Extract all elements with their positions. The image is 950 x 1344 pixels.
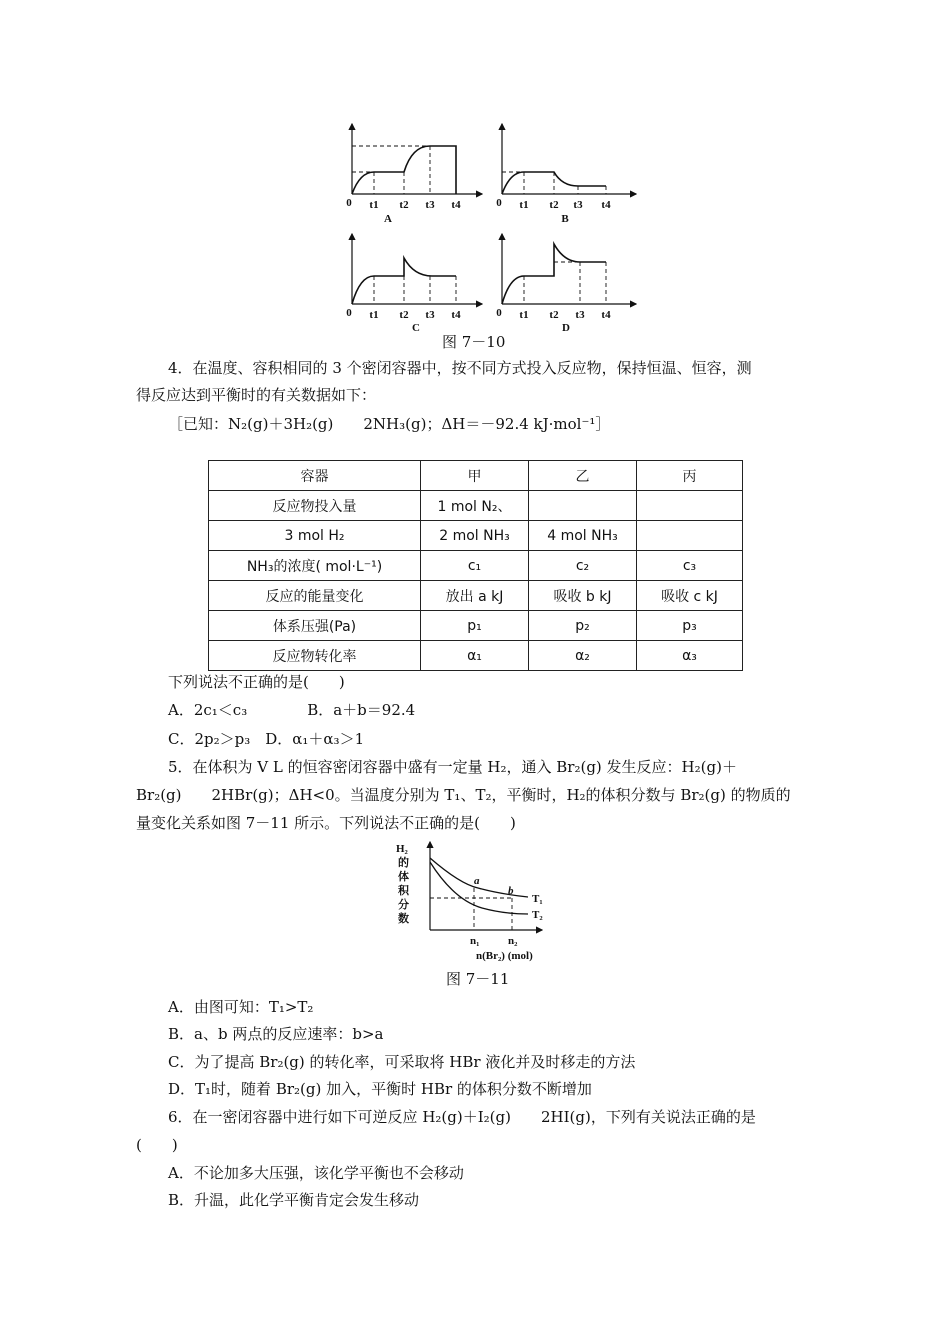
tick-c-t2: t2 (399, 309, 409, 321)
table-cell: 反应物转化率 (209, 641, 421, 671)
table-cell: 体系压强(Pa) (209, 611, 421, 641)
q4-stem: 下列说法不正确的是( ) (168, 673, 345, 691)
table-cell (637, 491, 743, 521)
table-cell: 3 mol H₂ (209, 521, 421, 551)
xtick-n2: n₂ (508, 935, 518, 947)
q5-option-c: C．为了提高 Br₂(g) 的转化率，可采取将 HBr 液化并及时移走的方法 (168, 1053, 636, 1071)
fig711-ylabel-3: 体 (398, 871, 409, 883)
figure-7-10 (340, 118, 650, 340)
panel-a (352, 124, 482, 194)
table-header: 乙 (529, 461, 637, 491)
origin-c: 0 (346, 307, 352, 319)
table-row (209, 611, 743, 641)
table-cell (529, 491, 637, 521)
table-cell: 4 mol NH₃ (529, 521, 637, 551)
table-cell: p₁ (421, 611, 529, 641)
fig711-ylabel-1: H₂ (396, 843, 408, 855)
tick-b-t4: t4 (601, 199, 611, 211)
table-header: 丙 (637, 461, 743, 491)
q4-text-line2: 得反应达到平衡时的有关数据如下： (136, 386, 377, 404)
tick-c-t3: t3 (425, 309, 435, 321)
figure-7-11-caption: 图 7－11 (446, 970, 510, 988)
fig711-ylabel-6: 数 (398, 913, 409, 925)
table-header: 容器 (209, 461, 421, 491)
table-cell: 2 mol NH₃ (421, 521, 529, 551)
table-row (209, 641, 743, 671)
table-row (209, 521, 743, 551)
point-b: b (508, 885, 514, 897)
q4-text-line1: 4．在温度、容积相同的 3 个密闭容器中，按不同方式投入反应物，保持恒温、恒容，测 (168, 359, 752, 377)
table-cell: 吸收 b kJ (529, 581, 637, 611)
tick-d-t4: t4 (601, 309, 611, 321)
table-cell: 吸收 c kJ (637, 581, 743, 611)
panel-c (352, 234, 482, 304)
table-header: 甲 (421, 461, 529, 491)
tick-c-t1: t1 (369, 309, 379, 321)
table-row (209, 551, 743, 581)
tick-b-t2: t2 (549, 199, 559, 211)
tick-a-t1: t1 (369, 199, 379, 211)
q5-option-a: A．由图可知：T₁>T₂ (168, 998, 314, 1016)
table-cell: NH₃的浓度( mol·L⁻¹) (209, 551, 421, 581)
origin-a: 0 (346, 197, 352, 209)
tick-a-t3: t3 (425, 199, 435, 211)
fig711-ylabel-2: 的 (398, 857, 409, 869)
fig711-ylabel-5: 分 (398, 899, 409, 911)
q6-option-a: A．不论加多大压强，该化学平衡也不会移动 (168, 1164, 464, 1182)
panel-label-a: A (384, 213, 392, 225)
q4-options-ab: A．2c₁＜c₃ B．a＋b＝92.4 (168, 701, 416, 719)
q6-text-line1: 6．在一密闭容器中进行如下可逆反应 H₂(g)＋I₂(g) 2HI(g)，下列有关说法正确的是 (168, 1108, 756, 1126)
tick-b-t1: t1 (519, 199, 529, 211)
panel-label-d: D (562, 322, 570, 334)
table-cell: α₂ (529, 641, 637, 671)
panel-b (502, 124, 636, 194)
tick-c-t4: t4 (451, 309, 461, 321)
q5-text-line3: 量变化关系如图 7－11 所示。下列说法不正确的是( ) (136, 814, 516, 832)
origin-b: 0 (496, 197, 502, 209)
q5-text-line1: 5．在体积为 V L 的恒容密闭容器中盛有一定量 H₂，通入 Br₂(g) 发生反应：H₂(g)＋ (168, 758, 737, 776)
q6-option-b: B．升温，此化学平衡肯定会发生移动 (168, 1191, 420, 1209)
tick-d-t1: t1 (519, 309, 529, 321)
table-cell: c₂ (529, 551, 637, 581)
table-cell: α₁ (421, 641, 529, 671)
table-cell: p₃ (637, 611, 743, 641)
q5-text-line2: Br₂(g) 2HBr(g)；ΔH<0。当温度分别为 T₁、T₂，平衡时，H₂的体积分数与 Br₂(g) 的物质的 (136, 786, 791, 804)
q5-option-d: D．T₁时，随着 Br₂(g) 加入，平衡时 HBr 的体积分数不断增加 (168, 1080, 592, 1098)
origin-d: 0 (496, 307, 502, 319)
panel-label-b: B (561, 213, 569, 225)
figure-7-11 (390, 838, 570, 968)
table-cell (637, 521, 743, 551)
table-header-row (209, 461, 743, 491)
table-cell: 1 mol N₂、 (421, 491, 529, 521)
tick-d-t3: t3 (575, 309, 585, 321)
label-t1: T₁ (532, 893, 543, 905)
xtick-n1: n₁ (470, 935, 480, 947)
tick-b-t3: t3 (573, 199, 583, 211)
q5-option-b: B．a、b 两点的反应速率：b>a (168, 1025, 384, 1043)
label-t2: T₂ (532, 909, 543, 921)
fig711-xlabel: n(Br₂) (mol) (476, 950, 533, 962)
table-cell: p₂ (529, 611, 637, 641)
table-cell: 放出 a kJ (421, 581, 529, 611)
table-cell: 反应物投入量 (209, 491, 421, 521)
q4-known-equation: ［已知：N₂(g)＋3H₂(g) 2NH₃(g)；ΔH＝－92.4 kJ·mol⁻¹］ (168, 415, 611, 433)
table-cell: c₃ (637, 551, 743, 581)
table-cell: c₁ (421, 551, 529, 581)
point-a: a (474, 875, 480, 887)
figure-7-10-caption: 图 7－10 (442, 333, 506, 351)
panel-d (502, 234, 636, 304)
fig711-ylabel-4: 积 (398, 885, 409, 897)
tick-a-t2: t2 (399, 199, 409, 211)
tick-d-t2: t2 (549, 309, 559, 321)
table-row (209, 581, 743, 611)
q6-text-line2: ( ) (136, 1136, 178, 1154)
table-cell: 反应的能量变化 (209, 581, 421, 611)
table-cell: α₃ (637, 641, 743, 671)
table-row (209, 491, 743, 521)
panel-label-c: C (412, 322, 420, 334)
q4-data-table (208, 460, 743, 671)
q4-options-cd: C．2p₂＞p₃ D．α₁＋α₃＞1 (168, 730, 365, 748)
tick-a-t4: t4 (451, 199, 461, 211)
